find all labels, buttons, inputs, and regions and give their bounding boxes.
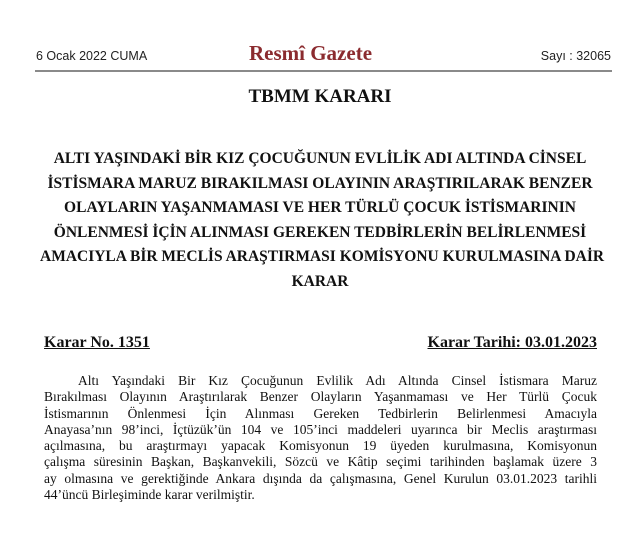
title-line: OLAYLARIN YAŞANMAMASI VE HER TÜRLÜ ÇOCUK İSTİSMARININ	[64, 199, 576, 216]
body-line: Altı Yaşındaki Bir Kız Çocuğunun Evlilik Adı Altında Cinsel İstismara Maruz	[78, 373, 597, 388]
header-divider	[35, 70, 612, 72]
body-line: ay olmasına ve gerektiğinde Ankara dışında da çalışmasına, Genel Kurulun 03.01.2023 tarihli	[44, 470, 597, 486]
issue-number: Sayı : 32065	[540, 49, 611, 63]
decision-date: Karar Tarihi: 03.01.2023	[427, 334, 597, 351]
title-line: AMACIYLA BİR MECLİS ARAŞTIRMASI KOMİSYONU KURULMASINA DAİR	[40, 248, 605, 265]
title-line: ALTI YAŞINDAKİ BİR KIZ ÇOCUĞUNUN EVLİLİK ADI ALTINDA CİNSEL	[53, 150, 587, 167]
publication-title: Resmî Gazete	[248, 41, 373, 65]
decision-title	[40, 147, 605, 294]
issue-date: 6 Ocak 2022 CUMA	[36, 49, 148, 63]
document-type-heading: TBMM KARARI	[248, 86, 392, 107]
body-line: açılmasına, bu araştırmayı yapacak Komisyonun 19 üyeden kurulmasına, Komisyonun	[44, 438, 597, 454]
decision-number: Karar No. 1351	[44, 334, 150, 351]
title-line: KARAR	[291, 272, 349, 290]
body-line: çalışma süresinin Başkan, Başkanvekili, Sözcü ve Kâtip seçimi tarihinden başlamak üzere 3	[44, 454, 597, 470]
title-line: ÖNLENMESİ İÇİN ALINMASI GEREKEN TEDBİRLERİN BELİRLENMESİ	[53, 223, 587, 241]
body-line: Bırakılması Olayının Araştırılarak Benzer Olayların Yaşanmaması ve Her Türlü Çocuk	[44, 389, 597, 405]
body-line: 44’üncü Birleşiminde karar verilmiştir.	[44, 487, 255, 503]
decision-body	[44, 373, 597, 503]
title-line: İSTİSMARA MARUZ BIRAKILMASI OLAYININ ARAŞTIRILARAK BENZER	[47, 174, 593, 192]
body-line: Anayasa’nın 98’inci, İçtüzük’ün 104 ve 105’inci maddeleri uyarınca bir Meclis araştırması	[44, 421, 597, 437]
body-line: İstismarının Önlenmesi İçin Alınması Gereken Tedbirlerin Belirlenmesi Amacıyla	[44, 405, 597, 421]
